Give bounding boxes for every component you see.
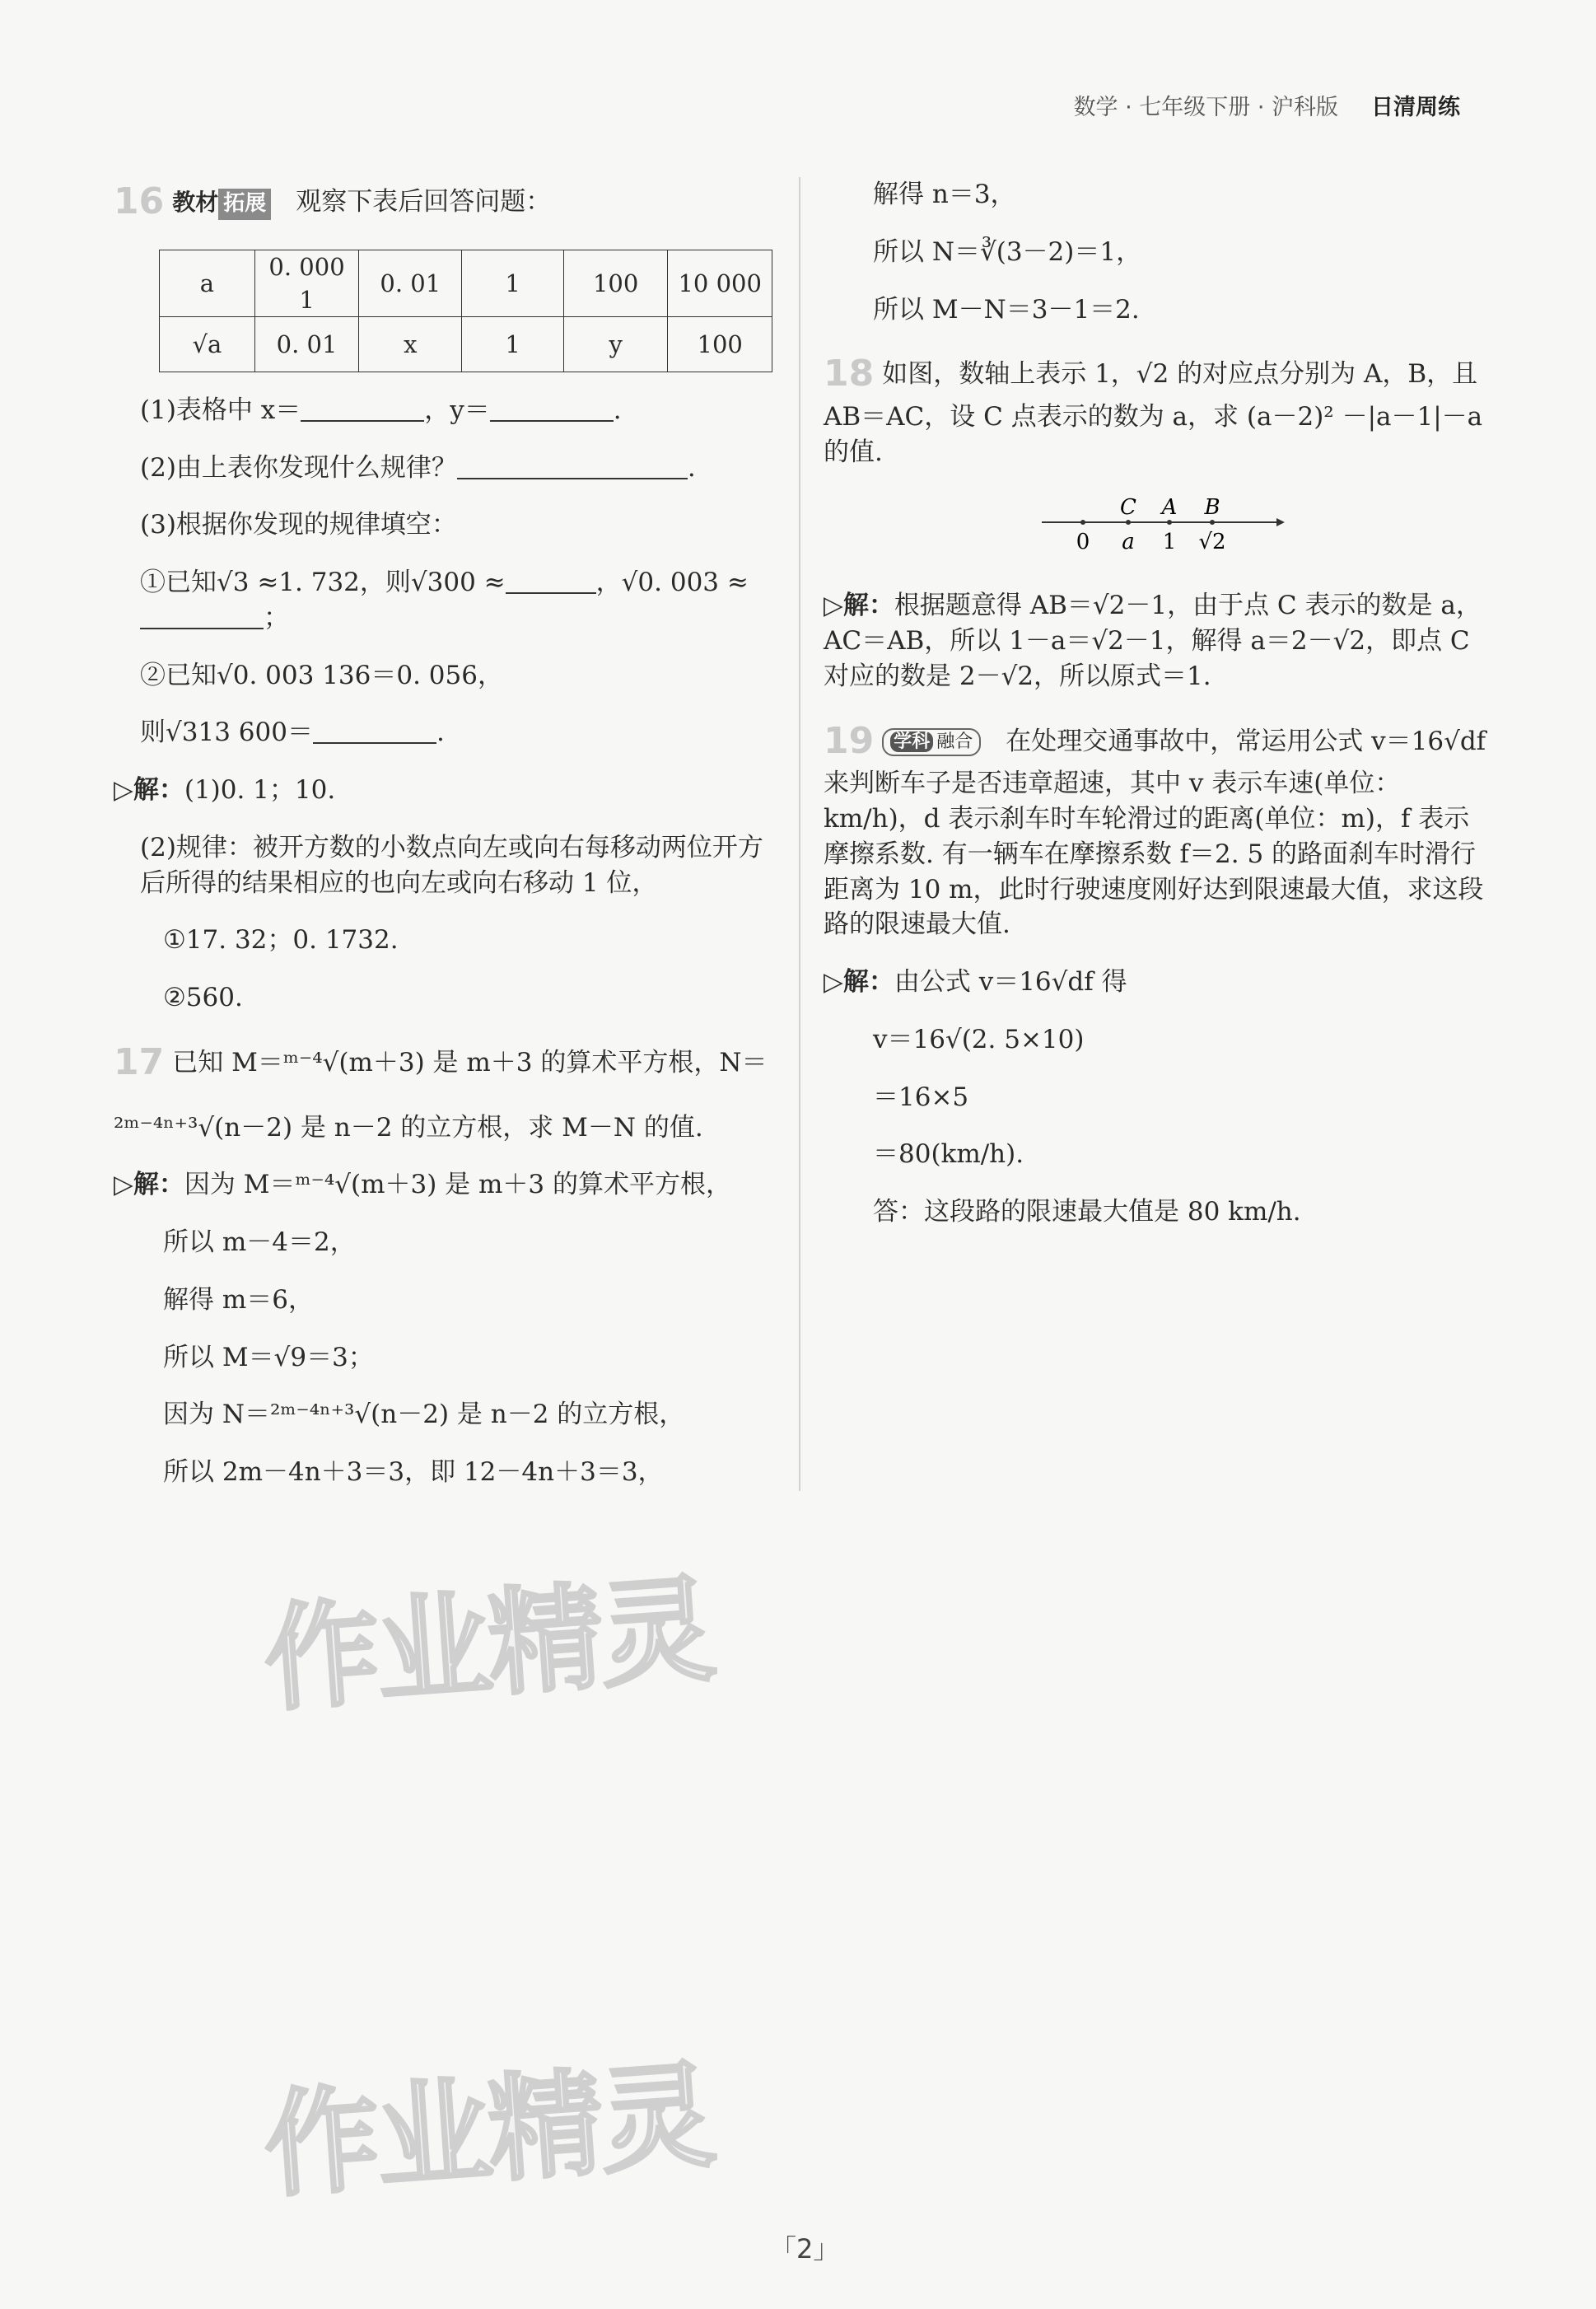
value-label: 0 (1076, 529, 1090, 554)
value-label: 1 (1162, 529, 1177, 554)
q16-tag-b: 拓展 (218, 189, 271, 220)
answer-blank[interactable] (490, 397, 614, 422)
table-cell: 1 (462, 316, 564, 372)
q17-solution-cont: 所以 N＝∛(3－2)＝1， (873, 236, 1142, 267)
answer-blank[interactable] (457, 455, 688, 479)
answer-blank[interactable] (506, 569, 596, 594)
left-column (114, 177, 772, 1512)
q17-stem-1 (114, 1038, 772, 1088)
q16-sub3c-end: . (436, 717, 445, 748)
q18-sol-text: 根据题意得 AB＝√2－1，由于点 C 表示的数是 a，AC＝AB，所以 1－a＝√2－1，解得 a＝2－√2，即点 C 对应的数是 2－√2，所以原式＝1. (824, 591, 1482, 691)
q18-solution (824, 588, 1495, 694)
q16-sub3: (3)根据你发现的规律填空： (140, 510, 457, 540)
q18-number: 18 (824, 353, 875, 395)
q16-solution-4: ②560. (163, 983, 243, 1013)
q16-sub2 (114, 451, 772, 486)
q16-sub3b: ②已知√0. 003 136＝0. 056， (140, 660, 503, 690)
right-column (824, 177, 1495, 1252)
q17-solution-line: 所以 2m－4n＋3＝3，即 12－4n＋3＝3， (163, 1457, 664, 1488)
point-label: A (1161, 494, 1178, 520)
q16-solution-2: (2)规律：被开方数的小数点向左或向右每移动两位开方后所得的结果相应的也向左或向右移动 1 位， (140, 832, 763, 898)
watermark: 作业精灵 (259, 1563, 716, 1728)
table-row (160, 250, 772, 316)
q16-solution-3: ①17. 32；0. 1732. (163, 925, 399, 956)
q17-solution-line: 解得 m＝6， (163, 1284, 314, 1315)
q19-answer: 答：这段路的限速最大值是 80 km/h. (873, 1197, 1301, 1227)
number-line-svg (1038, 493, 1285, 559)
q16-stem (114, 177, 772, 227)
q16-sub2-end: . (687, 452, 696, 483)
q16-sub3a-end: ； (264, 602, 289, 633)
point-label: B (1204, 494, 1220, 520)
q17-solution-cont: 所以 M－N＝3－1＝2. (873, 294, 1140, 325)
q19-step: ＝80(km/h). (873, 1139, 1024, 1170)
q19-number: 19 (824, 719, 875, 762)
table-cell: y (563, 316, 668, 372)
table-cell: 0. 01 (359, 250, 462, 316)
q16-sub1-text: (1)表格中 x＝ (140, 395, 301, 425)
q16-table (159, 250, 772, 372)
q19-stem-text: 在处理交通事故中，常运用公式 v＝16√df 来判断车子是否违章超速，其中 v 表示车速(单位：km/h)，d 表示刹车时车轮滑过的距离(单位：m)，f 表示摩擦系数. 有一辆车在摩擦系数 f＝2. 5 的路面刹车时滑行距离为 10 m，此时行驶速度刚好达到限速最大值，求这段路的限速最大值. (824, 726, 1486, 940)
q17-stem-2: ²ᵐ⁻⁴ⁿ⁺³√(n－2) 是 n－2 的立方根，求 M－N 的值. (114, 1112, 703, 1143)
q19-tag-a: 学科 (890, 731, 933, 752)
q19-step: ＝16×5 (873, 1082, 969, 1112)
solution-label: ▷解： (824, 591, 894, 621)
point-label: C (1120, 494, 1136, 520)
q16-sub3c (114, 715, 772, 750)
q17-solution-line: 所以 M＝√9＝3； (163, 1342, 374, 1372)
q16-sub1 (114, 393, 772, 428)
value-label: √2 (1198, 529, 1226, 554)
solution-label: ▷解： (114, 1170, 184, 1200)
q18-stem (824, 349, 1495, 470)
q16-sub1-end: . (613, 395, 622, 425)
q16-number: 16 (114, 180, 165, 222)
q16-prompt: 观察下表后回答问题： (296, 187, 552, 217)
q16-sub3c-text: 则√313 600＝ (140, 717, 313, 748)
tick-point (1210, 520, 1215, 525)
q18-stem-text: 如图，数轴上表示 1，√2 的对应点分别为 A，B，且 AB＝AC，设 C 点表示的数为 a，求 (a－2)² －|a－1|－a 的值. (824, 359, 1483, 467)
answer-blank[interactable] (140, 605, 264, 629)
q19-tag-b: 融合 (936, 731, 973, 752)
q19-sol-first: 由公式 v＝16√df 得 (894, 967, 1127, 998)
table-cell: 100 (563, 250, 668, 316)
q16-tag-a: 教材 (172, 189, 219, 216)
q19-tag (882, 728, 981, 756)
q17-solution-line: 因为 N＝²ᵐ⁻⁴ⁿ⁺³√(n－2) 是 n－2 的立方根， (163, 1400, 685, 1430)
q16-sub3a-mid: ，√0. 003 ≈ (595, 568, 749, 598)
q19-solution-first (824, 965, 1495, 1000)
q17-solution-line (114, 1167, 772, 1203)
q17-solution-line: 所以 m－4＝2， (163, 1227, 356, 1258)
table-cell: 10 000 (668, 250, 772, 316)
table-cell: 0. 000 1 (254, 250, 359, 316)
table-cell: 100 (668, 316, 772, 372)
table-cell: 0. 01 (254, 316, 359, 372)
table-cell: √a (160, 316, 255, 372)
table-cell: 1 (462, 250, 564, 316)
q16-solution-1 (114, 773, 772, 808)
q16-sub2-text: (2)由上表你发现什么规律？ (140, 452, 457, 483)
column-divider (799, 177, 800, 1491)
q19-step: v＝16√(2. 5×10) (873, 1024, 1085, 1054)
page-number: 「2」 (770, 2233, 840, 2265)
header-subject: 数学 · 七年级下册 · 沪科版 (1073, 95, 1338, 120)
solution-label: ▷解： (114, 775, 184, 806)
table-cell: a (160, 250, 255, 316)
q16-sub3a-text: ①已知√3 ≈1. 732，则√300 ≈ (140, 568, 506, 598)
solution-label: ▷解： (824, 967, 894, 998)
q17-line: 因为 M＝ᵐ⁻⁴√(m＋3) 是 m＋3 的算术平方根， (184, 1170, 731, 1200)
axis-arrow (1276, 518, 1285, 526)
table-cell: x (359, 316, 462, 372)
q17-stem1-text: 已知 M＝ᵐ⁻⁴√(m＋3) 是 m＋3 的算术平方根，N＝ (172, 1047, 768, 1077)
tick-point (1080, 520, 1085, 525)
page-header (1074, 89, 1461, 121)
q17-number: 17 (114, 1040, 165, 1083)
number-line-figure (1038, 493, 1495, 568)
answer-blank[interactable] (301, 397, 424, 422)
q19-stem (824, 717, 1495, 943)
q17-solution-cont: 解得 n＝3， (873, 180, 1016, 209)
value-label: a (1122, 529, 1135, 554)
tick-point (1167, 520, 1172, 525)
q16-sub3a (114, 565, 772, 636)
q16-sub1-mid: ，y＝ (424, 395, 490, 425)
header-brand: 日清周练 (1371, 95, 1460, 120)
watermark: 作业精灵 (259, 2049, 716, 2214)
table-row (160, 316, 772, 372)
answer-blank[interactable] (313, 719, 436, 744)
tick-point (1126, 520, 1131, 525)
q16-sol1: (1)0. 1；10. (184, 775, 336, 806)
